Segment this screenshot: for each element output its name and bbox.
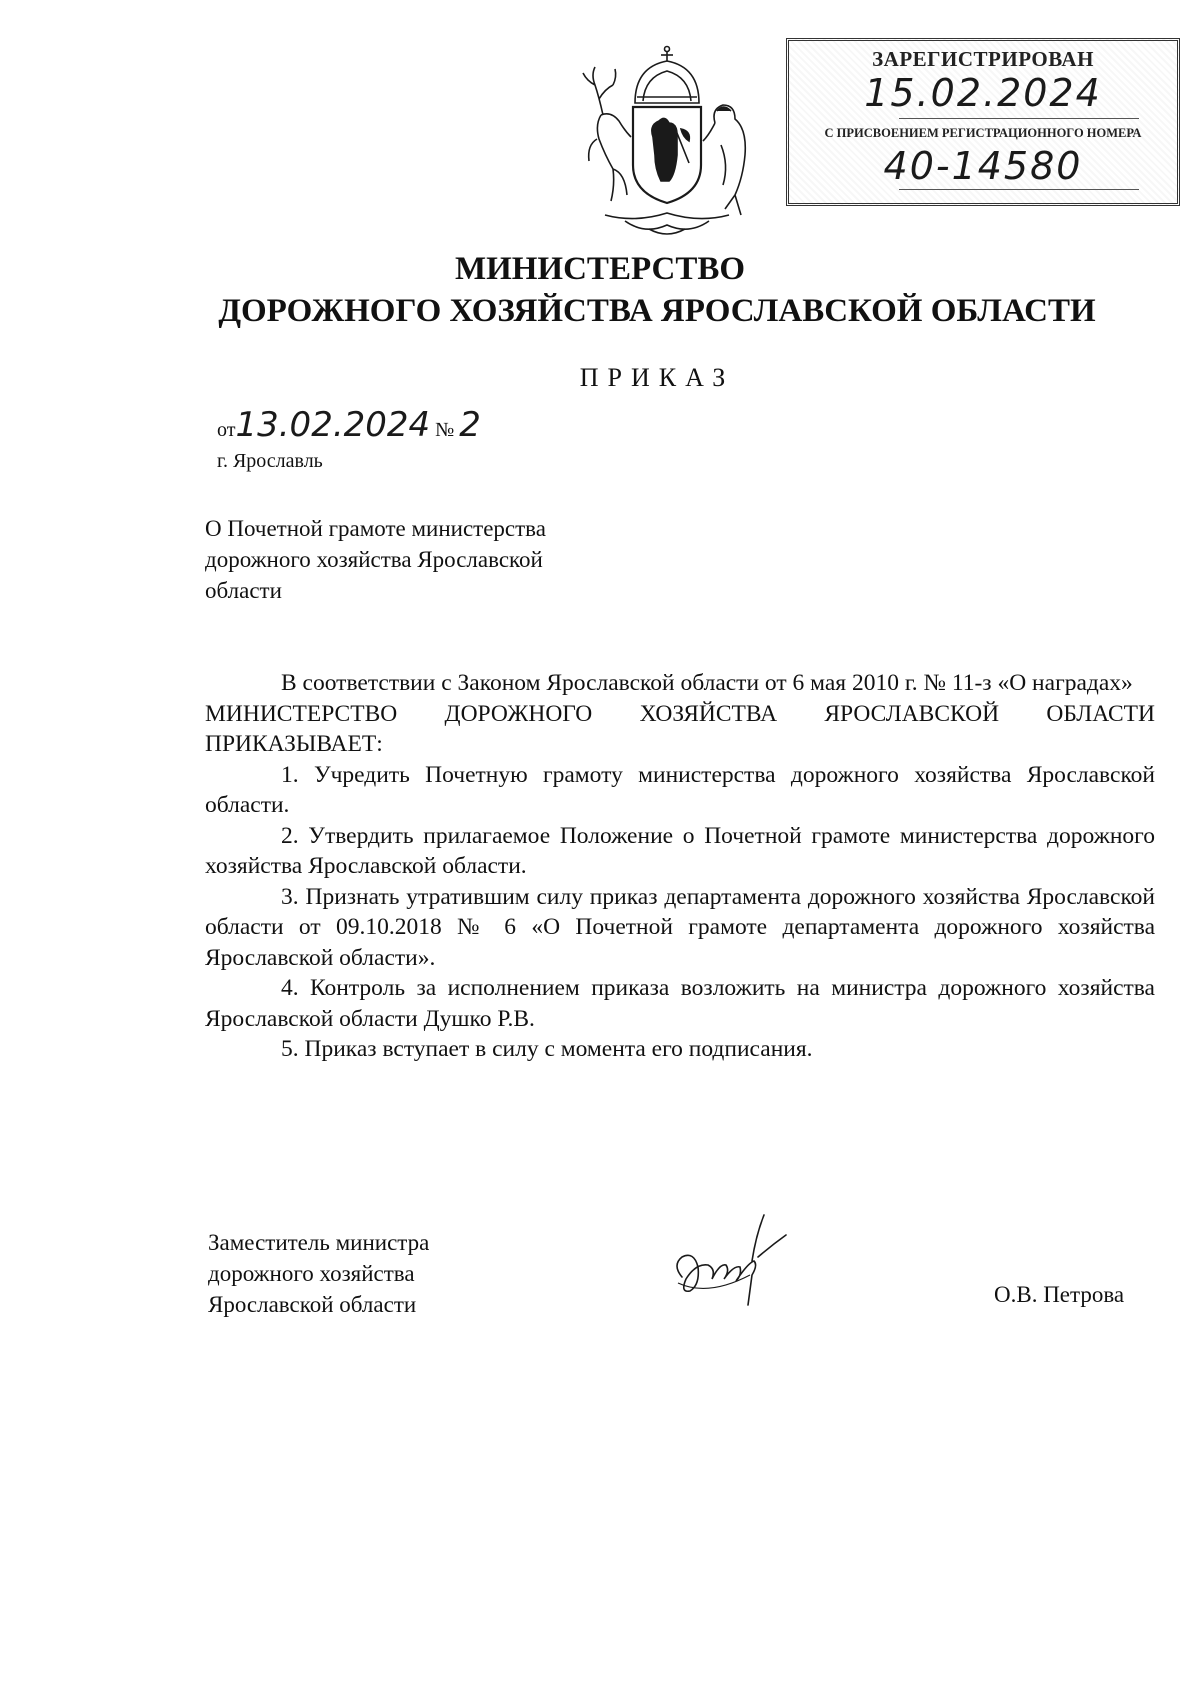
from-label: от (217, 419, 236, 441)
signer-name: О.В. Петрова (994, 1282, 1125, 1307)
order-date: 13.02.2024 (235, 405, 431, 445)
stamp-date: 15.02.2024 (864, 71, 1102, 115)
order-body (205, 668, 1155, 1065)
order-clause: МИНИСТЕРСТВО ДОРОЖНОГО ХОЗЯЙСТВА ЯРОСЛАВСКОЙ ОБЛАСТИ ПРИКАЗЫВАЕТ: (205, 700, 1155, 757)
order-subject (205, 513, 546, 606)
ministry-subtitle: ДОРОЖНОГО ХОЗЯЙСТВА ЯРОСЛАВСКОЙ ОБЛАСТИ (218, 293, 1096, 329)
stamp-caption: С ПРИСВОЕНИЕМ РЕГИСТРАЦИОННОГО НОМЕРА (824, 126, 1142, 140)
signer-position-line: Ярославской области (208, 1292, 417, 1317)
order-number: 2 (459, 405, 481, 445)
document-type: ПРИКАЗ (579, 363, 735, 392)
signer-position (208, 1227, 429, 1320)
stamp-title: ЗАРЕГИСТРИРОВАН (872, 47, 1094, 71)
order-item: 4. Контроль за исполнением приказа возложить на министра дорожного хозяйства Ярославской области Душко Р.В. (205, 975, 1155, 1032)
order-item: 2. Утвердить прилагаемое Положение о Почетной грамоте министерства дорожного хозяйства Ярославской области. (205, 822, 1155, 879)
order-item: 3. Признать утратившим силу приказ департамента дорожного хозяйства Ярославской области от 09.10.2018 № 6 «О Почетной грамоте департамента дорожного хозяйства Ярославской области». (205, 883, 1155, 971)
stamp-divider (899, 118, 1139, 119)
signer-position-line: Заместитель министра (208, 1230, 430, 1255)
order-date-line (217, 405, 481, 445)
stamp-divider (899, 189, 1139, 190)
stamp-number: 40-14580 (883, 144, 1083, 188)
number-label: № (435, 419, 455, 441)
ministry-title: МИНИСТЕРСТВО (454, 251, 746, 287)
subject-line: дорожного хозяйства Ярославской (205, 547, 543, 572)
signer-position-line: дорожного хозяйства (208, 1261, 415, 1286)
city: г. Ярославль (217, 450, 323, 472)
handwritten-signature (668, 1205, 793, 1315)
order-item: 5. Приказ вступает в силу с момента его подписания. (281, 1036, 813, 1062)
preamble: В соответствии с Законом Ярославской области от 6 мая 2010 г. № 11-з «О наградах» (281, 670, 1133, 696)
registration-stamp (786, 38, 1180, 206)
order-item: 1. Учредить Почетную грамоту министерства дорожного хозяйства Ярославской области. (205, 761, 1155, 818)
subject-line: О Почетной грамоте министерства (205, 516, 546, 541)
coat-of-arms-icon (565, 45, 770, 240)
subject-line: области (205, 578, 282, 603)
